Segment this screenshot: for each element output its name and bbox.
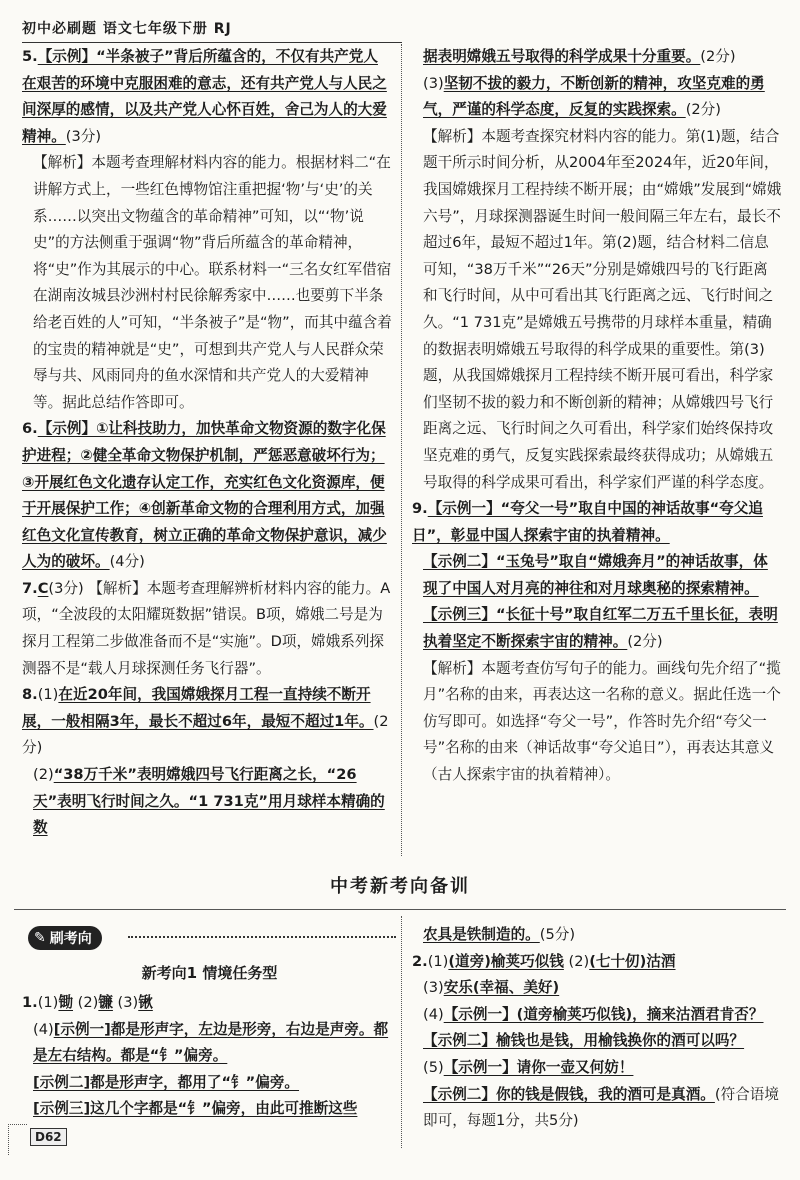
answer-text: [示例一]都是形声字，左边是形旁，右边是声旁。都是左右结构。都是“钅”偏旁。 — [33, 1020, 389, 1065]
note-text: (3分) — [65, 127, 102, 145]
note-text: (符合语境即可，每题1分，共5分) — [423, 1085, 779, 1130]
answer-text: 【示例】①让科技助力，加快革命文物资源的数字化保护进程；②健全革命文物保护机制，严惩恶意破坏行为；③开展红色文化遗存认定工作，充实红色文化资源库，便于开展保护工作；④创新革命文物的合理利用方式，加强红色文化宣传教育，树立正确的革命文物保护意识，减少人为的破坏。 — [22, 420, 387, 571]
note-text: (2分) — [700, 48, 736, 65]
answer-paragraph — [412, 1055, 782, 1082]
answer-text: 坚韧不拔的毅力，不断创新的精神，攻坚克难的勇气，严谨的科学态度，反复的实践探索。 — [423, 74, 765, 119]
topic-badge-label: 刷考向 — [49, 931, 92, 947]
answer-text: 农具是铁制造的。 — [423, 926, 540, 943]
section-title: 中考新考向备训 — [330, 876, 470, 897]
answer-text: [示例二]都是形声字，都用了“钅”偏旁。 — [33, 1073, 300, 1091]
answer-text: 锹 — [138, 994, 153, 1011]
answer-paragraph — [412, 496, 782, 549]
question-number: 5. — [22, 48, 38, 65]
note-text: (5分) — [539, 926, 576, 943]
section-rule — [14, 909, 786, 910]
note-text: (4) — [33, 1020, 54, 1038]
answer-text: 【示例三】“长征十号”取自红军二万五千里长征，表明执着坚定不断探索宇宙的精神。 — [423, 606, 778, 651]
answer-text: 【示例二】“玉兔号”取自“嫦娥奔月”的神话故事，体现了中国人对月亮的神往和对月球奥秘的探索精神。 — [423, 553, 768, 597]
note-text: (2分) — [627, 633, 663, 651]
answer-paragraph — [412, 124, 782, 496]
answer-text: C — [37, 579, 49, 597]
answer-text: (七十仞)沽酒 — [589, 952, 676, 970]
answer-paragraph — [22, 1070, 397, 1097]
note-text: (1) — [37, 994, 59, 1011]
note-text: (1) — [427, 952, 449, 970]
answer-text: 【示例一】(道旁榆荚巧似钱)，摘来沽酒君肯否？ — [443, 1005, 764, 1023]
note-text: 【解析】本题考查仿写句子的能力。画线句先介绍了“揽月”名称的由来，再表达这一名称的意义。据此任选一个仿写即可。如选择“夸父一号”，作答时先介绍“夸父一号”名称的由来（神话故事“夸父追日”），再表达其意义（古人探索宇宙的执着精神）。 — [423, 659, 781, 784]
note-text: (3) — [112, 994, 139, 1011]
note-text: (3分) 【解析】本题考查理解辨析材料内容的能力。A项，“全波段的太阳耀斑数据”错误。B项，嫦娥二号是为探月工程第二步做准备而不是“实施”。D项，嫦娥系列探测器不是“载人月球探测任务飞行器”。 — [22, 579, 391, 677]
question-number: 8. — [22, 686, 38, 704]
answer-paragraph — [412, 71, 782, 124]
question-number: 2. — [412, 952, 428, 970]
topic-badge — [28, 926, 102, 950]
question-number: 7. — [22, 579, 38, 597]
answer-paragraph — [412, 1002, 782, 1029]
answer-text: 镰 — [98, 994, 113, 1011]
answer-text: [示例三]这几个字都是“钅”偏旁，由此可推断这些 — [33, 1100, 358, 1118]
bottom-column-divider — [401, 916, 402, 1148]
answer-paragraph — [412, 656, 782, 789]
page-corner-dots — [8, 1124, 27, 1155]
answer-paragraph — [412, 44, 782, 71]
answer-paragraph — [22, 44, 392, 150]
bottom-left-column — [22, 990, 397, 1123]
right-column — [412, 44, 782, 789]
answer-paragraph — [22, 762, 392, 842]
note-text: (4分) — [109, 553, 145, 571]
note-text: (4) — [423, 1005, 444, 1023]
note-text: (5) — [423, 1058, 444, 1076]
answer-text: (道旁)榆荚巧似钱 — [448, 952, 564, 970]
answer-text: 【示例一】“夸父一号”取自中国的神话故事“夸父追日”，彰显中国人探索宇宙的执着精神。 — [412, 500, 763, 544]
answer-text: 【示例二】你的钱是假钱，我的酒可是真酒。 — [423, 1085, 715, 1103]
note-text: (1) — [37, 686, 59, 704]
note-text: (3) — [423, 979, 444, 997]
note-text: (2分) — [685, 101, 721, 119]
left-column — [22, 44, 392, 842]
answer-text: 锄 — [58, 994, 73, 1011]
answer-paragraph — [412, 549, 782, 602]
answer-paragraph — [412, 1082, 782, 1135]
note-text: 【解析】本题考查探究材料内容的能力。第(1)题，结合题干所示时间分析，从2004年至2024年，近20年间，我国嫦娥探月工程持续不断开展；由“嫦娥”发展到“嫦娥六号”，月球探测器诞生时间一般间隔三年左右，最长不超过6年，最短不超过1年。第(2)题，结合材料二信息可知，“38万千米”“26天”分别是嫦娥四号的飞行距离和飞行时间，从中可看出其飞行距离之远、飞行时间之久。“1 731克”是嫦娥五号携带的月球样本重量，精确的数据表明嫦娥五号取得的科学成果的重要性。第(3)题，从我国嫦娥探月工程持续不断开展可看出，科学家们坚韧不拔的毅力和不断创新的精神；从嫦娥四号飞行距离之远、飞行时间之久可看出，科学家们始终保持攻坚克难的勇气，反复实践探索最终获得成功；从嫦娥五号取得的科学成果可看出，科学家们严谨的科学态度。 — [423, 127, 782, 491]
note-text: (2) — [33, 766, 54, 784]
answer-paragraph — [22, 1017, 397, 1070]
answer-text: 【示例】“半条被子”背后所蕴含的，不仅有共产党人在艰苦的环境中克服困难的意志，还有共产党人与人民之间深厚的感情，以及共产党人心怀百姓，舍己为人的大爱精神。 — [22, 48, 387, 145]
badge-leader-dots — [128, 936, 396, 938]
subsection-title: 新考向1 情境任务型 — [141, 964, 278, 982]
answer-paragraph — [412, 1028, 782, 1055]
answer-text: 【示例二】榆钱也是钱，用榆钱换你的酒可以吗？ — [423, 1032, 745, 1050]
running-header: 初中必刷题 语文七年级下册 RJ — [22, 21, 232, 37]
answer-text: “38万千米”表明嫦娥四号飞行距离之长，“26天”表明飞行时间之久。“1 731克”用月球样本精确的数 — [33, 766, 385, 837]
bottom-right-column — [412, 922, 782, 1135]
answer-text: 【示例一】请你一壶又何妨！ — [443, 1058, 634, 1076]
note-text: 【解析】本题考查理解材料内容的能力。根据材料二“在讲解方式上，一些红色博物馆注重把握‘物’与‘史’的关系……以突出文物蕴含的革命精神”可知，以“‘物’说史”的方法侧重于强调“物”背后所蕴含的革命精神，将“史”作为其展示的中心。联系材料一“三名女红军借宿在湖南汝城县沙洲村村民徐解秀家中……也要剪下半条给老百姓的人”可知，“半条被子”是“物”，而其中蕴含着的宝贵的精神就是“史”，可想到共产党人与人民群众荣辱与共、风雨同舟的鱼水深情和共产党人的大爱精神等。据此总结作答即可。 — [33, 154, 392, 411]
note-text: (2) — [73, 994, 99, 1011]
answer-paragraph — [22, 576, 392, 682]
question-number: 1. — [22, 994, 38, 1011]
answer-text: 据表明嫦娥五号取得的科学成果十分重要。 — [423, 48, 701, 65]
note-text: (2分) — [22, 712, 389, 757]
answer-paragraph — [22, 682, 392, 762]
answer-text: 安乐(幸福、美好) — [443, 979, 560, 997]
answer-paragraph — [412, 949, 782, 976]
answer-paragraph — [22, 990, 397, 1017]
note-text: (3) — [423, 74, 444, 92]
answer-text: 在近20年间，我国嫦娥探月工程一直持续不断开展，一般相隔3年，最长不超过6年，最短不超过1年。 — [22, 686, 374, 730]
answer-paragraph — [22, 416, 392, 576]
note-text: (2) — [563, 952, 590, 970]
answer-paragraph — [22, 150, 392, 416]
brush-icon: ✎ — [34, 930, 46, 946]
question-number: 6. — [22, 420, 38, 438]
page-number: D62 — [30, 1128, 67, 1146]
answer-paragraph — [22, 1096, 397, 1123]
answer-paragraph — [412, 975, 782, 1002]
column-divider — [401, 44, 402, 856]
header-rule — [22, 42, 402, 43]
answer-paragraph — [412, 602, 782, 655]
answer-paragraph — [412, 922, 782, 949]
question-number: 9. — [412, 500, 428, 518]
